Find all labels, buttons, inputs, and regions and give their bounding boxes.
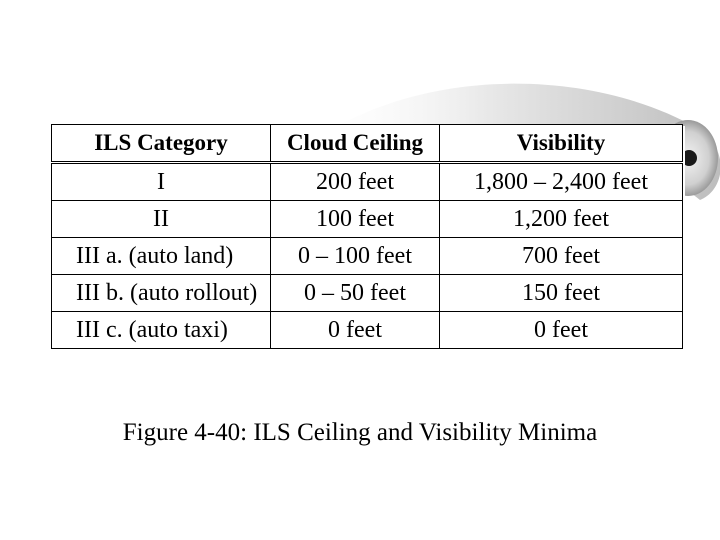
header-ils-category: ILS Category: [52, 125, 271, 163]
cell-visibility: 1,800 – 2,400 feet: [440, 163, 683, 201]
table-row: [52, 163, 683, 201]
cell-cloud-ceiling: 0 feet: [271, 312, 440, 349]
cell-visibility: 150 feet: [440, 275, 683, 312]
figure-caption: Figure 4-40: ILS Ceiling and Visibility Minima: [122, 419, 598, 446]
cell-cloud-ceiling: 0 – 50 feet: [271, 275, 440, 312]
table-row: [52, 275, 683, 312]
cell-cloud-ceiling: 0 – 100 feet: [271, 238, 440, 275]
table-row: [52, 201, 683, 238]
cell-visibility: 1,200 feet: [440, 201, 683, 238]
table-row: [52, 238, 683, 275]
cell-category: III c. (auto taxi): [52, 312, 271, 349]
cell-category: I: [52, 163, 271, 201]
cell-visibility: 700 feet: [440, 238, 683, 275]
ils-minima-table: [51, 124, 683, 349]
cell-category: II: [52, 201, 271, 238]
cell-visibility: 0 feet: [440, 312, 683, 349]
cell-category: III b. (auto rollout): [52, 275, 271, 312]
table-header-row: [52, 125, 683, 163]
cell-cloud-ceiling: 200 feet: [271, 163, 440, 201]
table-row: [52, 312, 683, 349]
header-cloud-ceiling: Cloud Ceiling: [271, 125, 440, 163]
cell-category: III a. (auto land): [52, 238, 271, 275]
header-visibility: Visibility: [440, 125, 683, 163]
cell-cloud-ceiling: 100 feet: [271, 201, 440, 238]
